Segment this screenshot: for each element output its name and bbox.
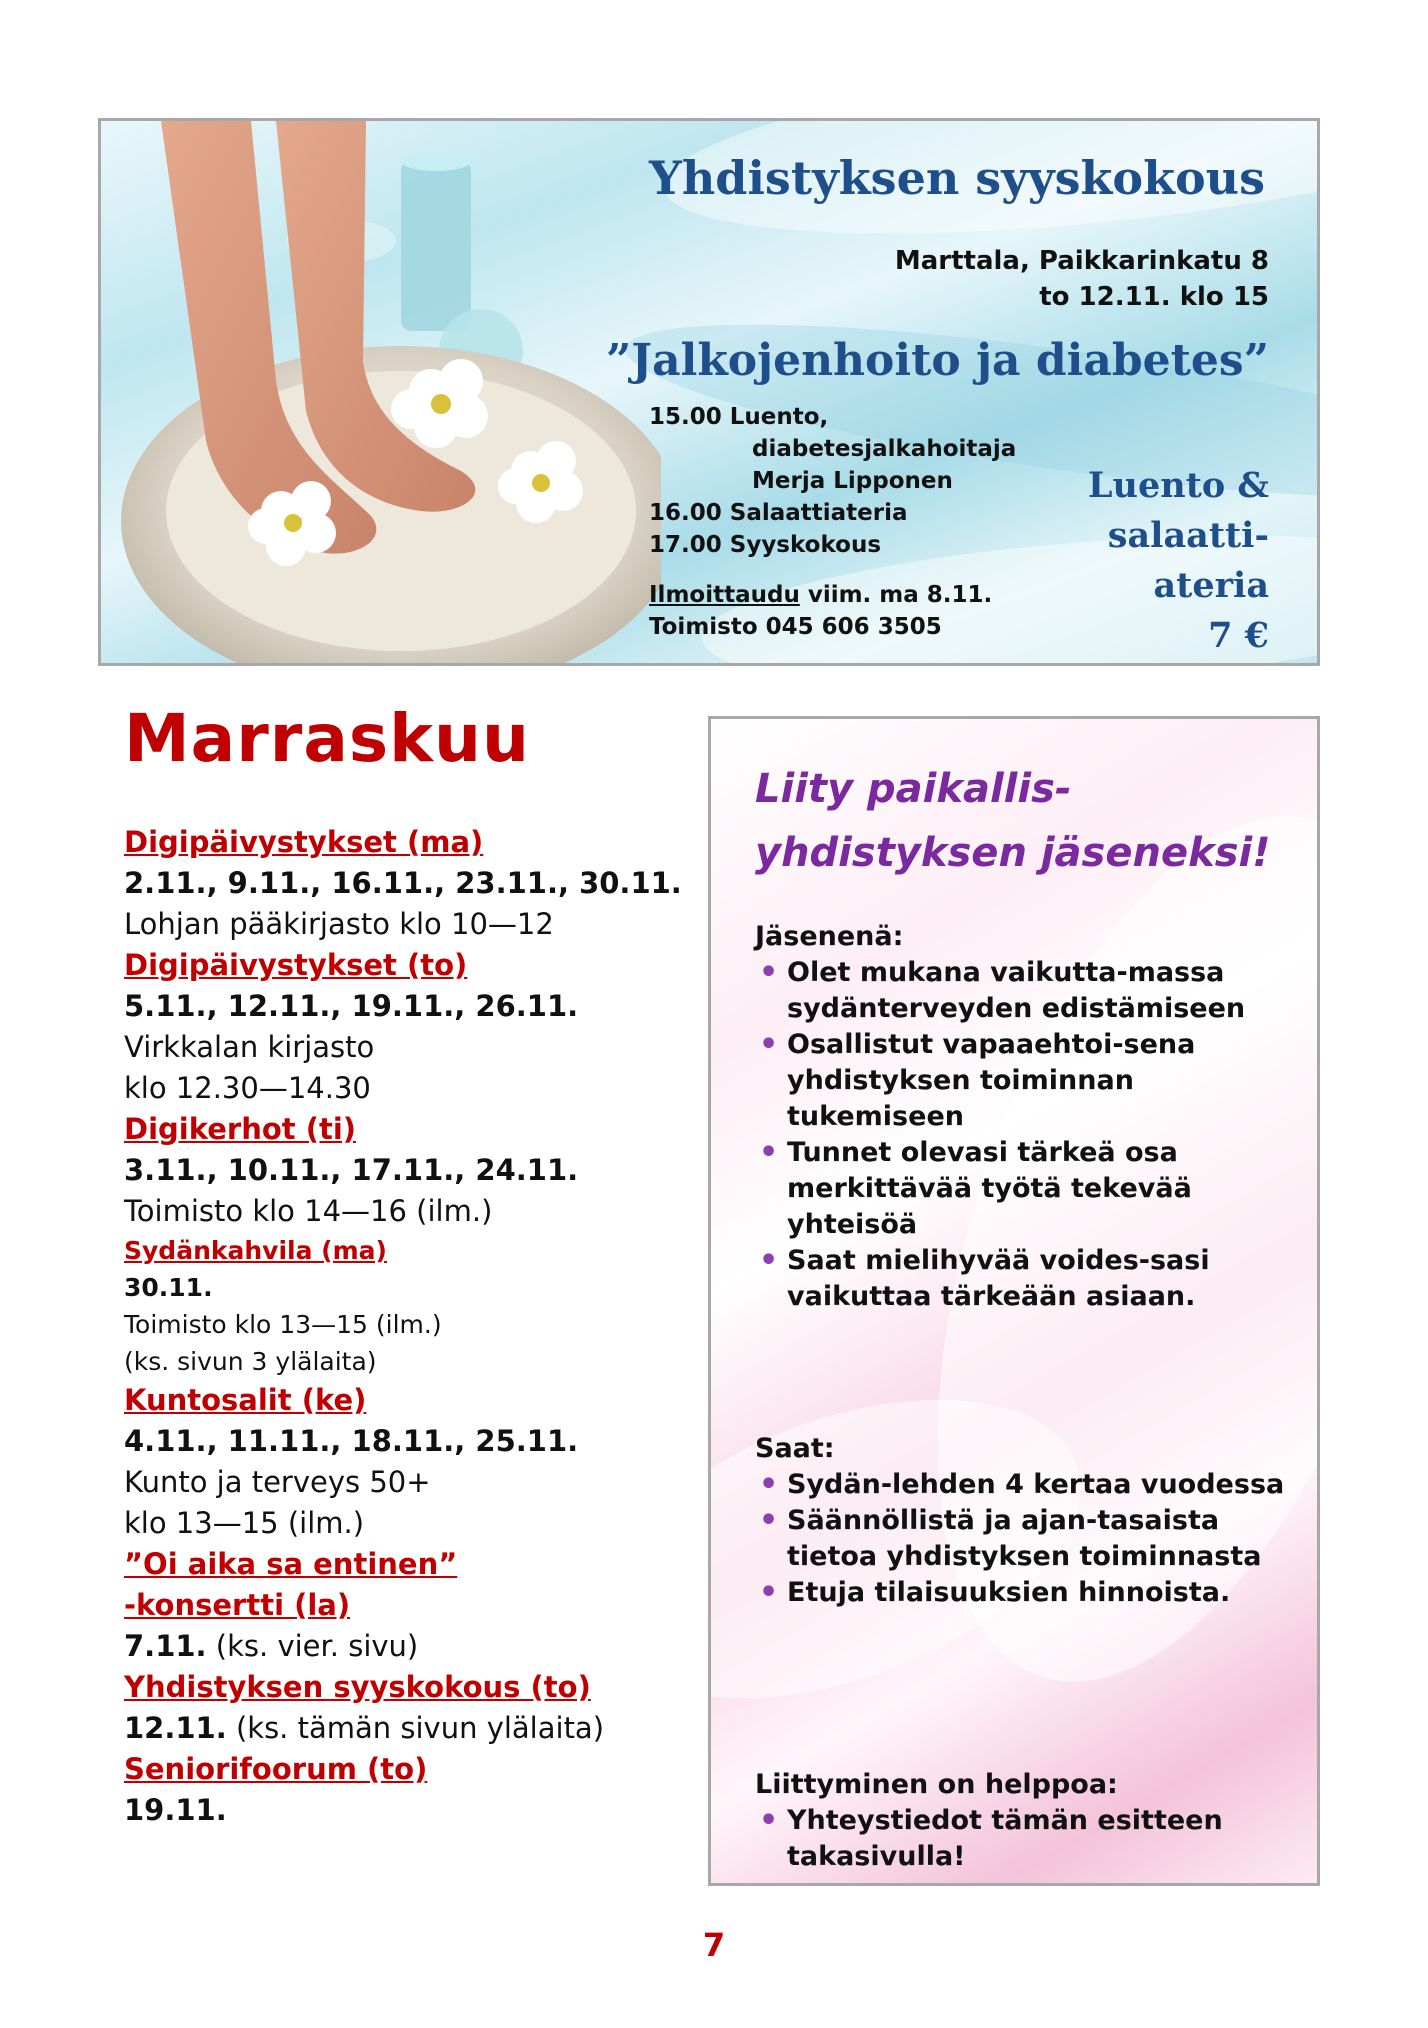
- schedule-item: 15.00 Luento,: [649, 404, 829, 430]
- office-phone: Toimisto 045 606 3505: [649, 614, 942, 640]
- event-heading: Digipäivystykset (ma): [124, 825, 484, 859]
- event-info: Virkkalan kirjasto: [124, 1030, 375, 1064]
- member-perks: [755, 1431, 1295, 1611]
- schedule-item: diabetesjalkahoitaja: [752, 436, 1017, 462]
- event-item: [124, 1667, 714, 1749]
- event-item: [124, 1109, 714, 1232]
- member-perks-list: [755, 1467, 1295, 1611]
- event-note: (ks. tämän sivun ylälaita): [226, 1711, 605, 1745]
- event-info: Toimisto klo 13—15 (ilm.): [124, 1310, 442, 1339]
- list-item: • Saat mielihyvää voides-sasi vaikuttaa tärkeään asiaan.: [755, 1243, 1295, 1315]
- event-item: [124, 822, 714, 945]
- member-benefits-list: [755, 955, 1295, 1315]
- event-heading: Digipäivystykset (to): [124, 948, 468, 982]
- event-heading: Yhdistyksen syyskokous (to): [124, 1670, 591, 1704]
- event-info: Toimisto klo 14—16 (ilm.): [124, 1194, 493, 1228]
- event-list: [124, 822, 714, 1831]
- event-info: (ks. sivun 3 ylälaita): [124, 1347, 377, 1376]
- event-dates: 19.11.: [124, 1793, 227, 1827]
- event-item: [124, 945, 714, 1109]
- venue-address: Marttala, Paikkarinkatu 8: [894, 246, 1269, 276]
- event-item: [124, 1544, 714, 1667]
- event-date: 12.11.: [124, 1711, 227, 1745]
- event-dates: 5.11., 12.11., 19.11., 26.11.: [124, 989, 579, 1023]
- membership-box: [708, 716, 1320, 1886]
- schedule-item: Merja Lipponen: [752, 468, 953, 494]
- event-info: Lohjan pääkirjasto klo 10—12: [124, 907, 554, 941]
- member-benefits-label: Jäsenenä:: [755, 921, 904, 952]
- signup-deadline: viim. ma 8.11.: [799, 582, 993, 608]
- event-item: [124, 1749, 714, 1831]
- banner-price: [1088, 461, 1269, 661]
- list-item: • Yhteystiedot tämän esitteen takasivulla!: [755, 1803, 1295, 1875]
- event-dates: 2.11., 9.11., 16.11., 23.11., 30.11.: [124, 866, 682, 900]
- banner-title: Yhdistyksen syyskokous: [649, 151, 1265, 205]
- venue-time: to 12.11. klo 15: [1039, 282, 1269, 312]
- event-dates: 3.11., 10.11., 17.11., 24.11.: [124, 1153, 579, 1187]
- event-info: klo 12.30—14.30: [124, 1071, 371, 1105]
- event-note: (ks. vier. sivu): [206, 1629, 419, 1663]
- event-dates: 4.11., 11.11., 18.11., 25.11.: [124, 1424, 579, 1458]
- event-heading: ”Oi aika sa entinen”: [124, 1547, 458, 1581]
- foot-bath-photo: [101, 121, 661, 666]
- how-to-join-list: [755, 1803, 1295, 1875]
- membership-title-line: Liity paikallis-: [755, 766, 1072, 812]
- list-item: • Osallistut vapaaehtoi-sena yhdistyksen toiminnan tukemiseen: [755, 1027, 1295, 1135]
- member-benefits: [755, 919, 1295, 1315]
- event-heading: Kuntosalit (ke): [124, 1383, 367, 1417]
- event-heading: Sydänkahvila (ma): [124, 1236, 387, 1265]
- list-item: • Tunnet olevasi tärkeä osa merkittävää työtä tekevää yhteisöä: [755, 1135, 1295, 1243]
- price-line: 7 €: [1208, 615, 1269, 656]
- event-dates: [124, 1626, 714, 1667]
- how-to-join: [755, 1767, 1295, 1875]
- event-info: klo 13—15 (ilm.): [124, 1506, 365, 1540]
- schedule-item: 17.00 Syyskokous: [649, 532, 882, 558]
- event-heading: Seniorifoorum (to): [124, 1752, 428, 1786]
- signup-label: Ilmoittaudu: [649, 582, 800, 608]
- event-date: 7.11.: [124, 1629, 207, 1663]
- list-item: • Etuja tilaisuuksien hinnoista.: [755, 1575, 1295, 1611]
- page-number: 7: [702, 1926, 726, 1964]
- banner-signup: [649, 579, 992, 643]
- month-heading: Marraskuu: [124, 700, 530, 777]
- foot-bath-illustration: [101, 121, 661, 666]
- candle: [401, 161, 471, 331]
- how-to-join-label: Liittyminen on helppoa:: [755, 1769, 1118, 1800]
- price-line: salaatti-: [1107, 515, 1269, 556]
- membership-title-line: yhdistyksen jäseneksi!: [755, 830, 1271, 876]
- list-item: • Säännöllistä ja ajan-tasaista tietoa yhdistyksen toiminnasta: [755, 1503, 1295, 1575]
- signup-line: [649, 579, 992, 611]
- price-line: ateria: [1153, 565, 1269, 606]
- event-heading: Digikerhot (ti): [124, 1112, 357, 1146]
- event-item: [124, 1232, 714, 1380]
- event-info: Kunto ja terveys 50+: [124, 1465, 431, 1499]
- list-item: • Sydän-lehden 4 kertaa vuodessa: [755, 1467, 1295, 1503]
- candle-top: [401, 151, 471, 171]
- event-item: [124, 1380, 714, 1544]
- membership-title: [755, 757, 1315, 885]
- banner-subtitle: ”Jalkojenhoito ja diabetes”: [605, 335, 1269, 386]
- schedule-item: 16.00 Salaattiateria: [649, 500, 908, 526]
- event-dates: 30.11.: [124, 1273, 213, 1302]
- member-perks-label: Saat:: [755, 1433, 835, 1464]
- banner-venue: [895, 243, 1269, 315]
- event-heading: -konsertti (la): [124, 1588, 351, 1622]
- event-banner: [98, 118, 1320, 666]
- list-item: • Olet mukana vaikutta-massa sydänterveyden edistämiseen: [755, 955, 1295, 1027]
- banner-schedule: [649, 401, 1016, 561]
- price-line: Luento &: [1087, 465, 1269, 506]
- event-dates: [124, 1708, 714, 1749]
